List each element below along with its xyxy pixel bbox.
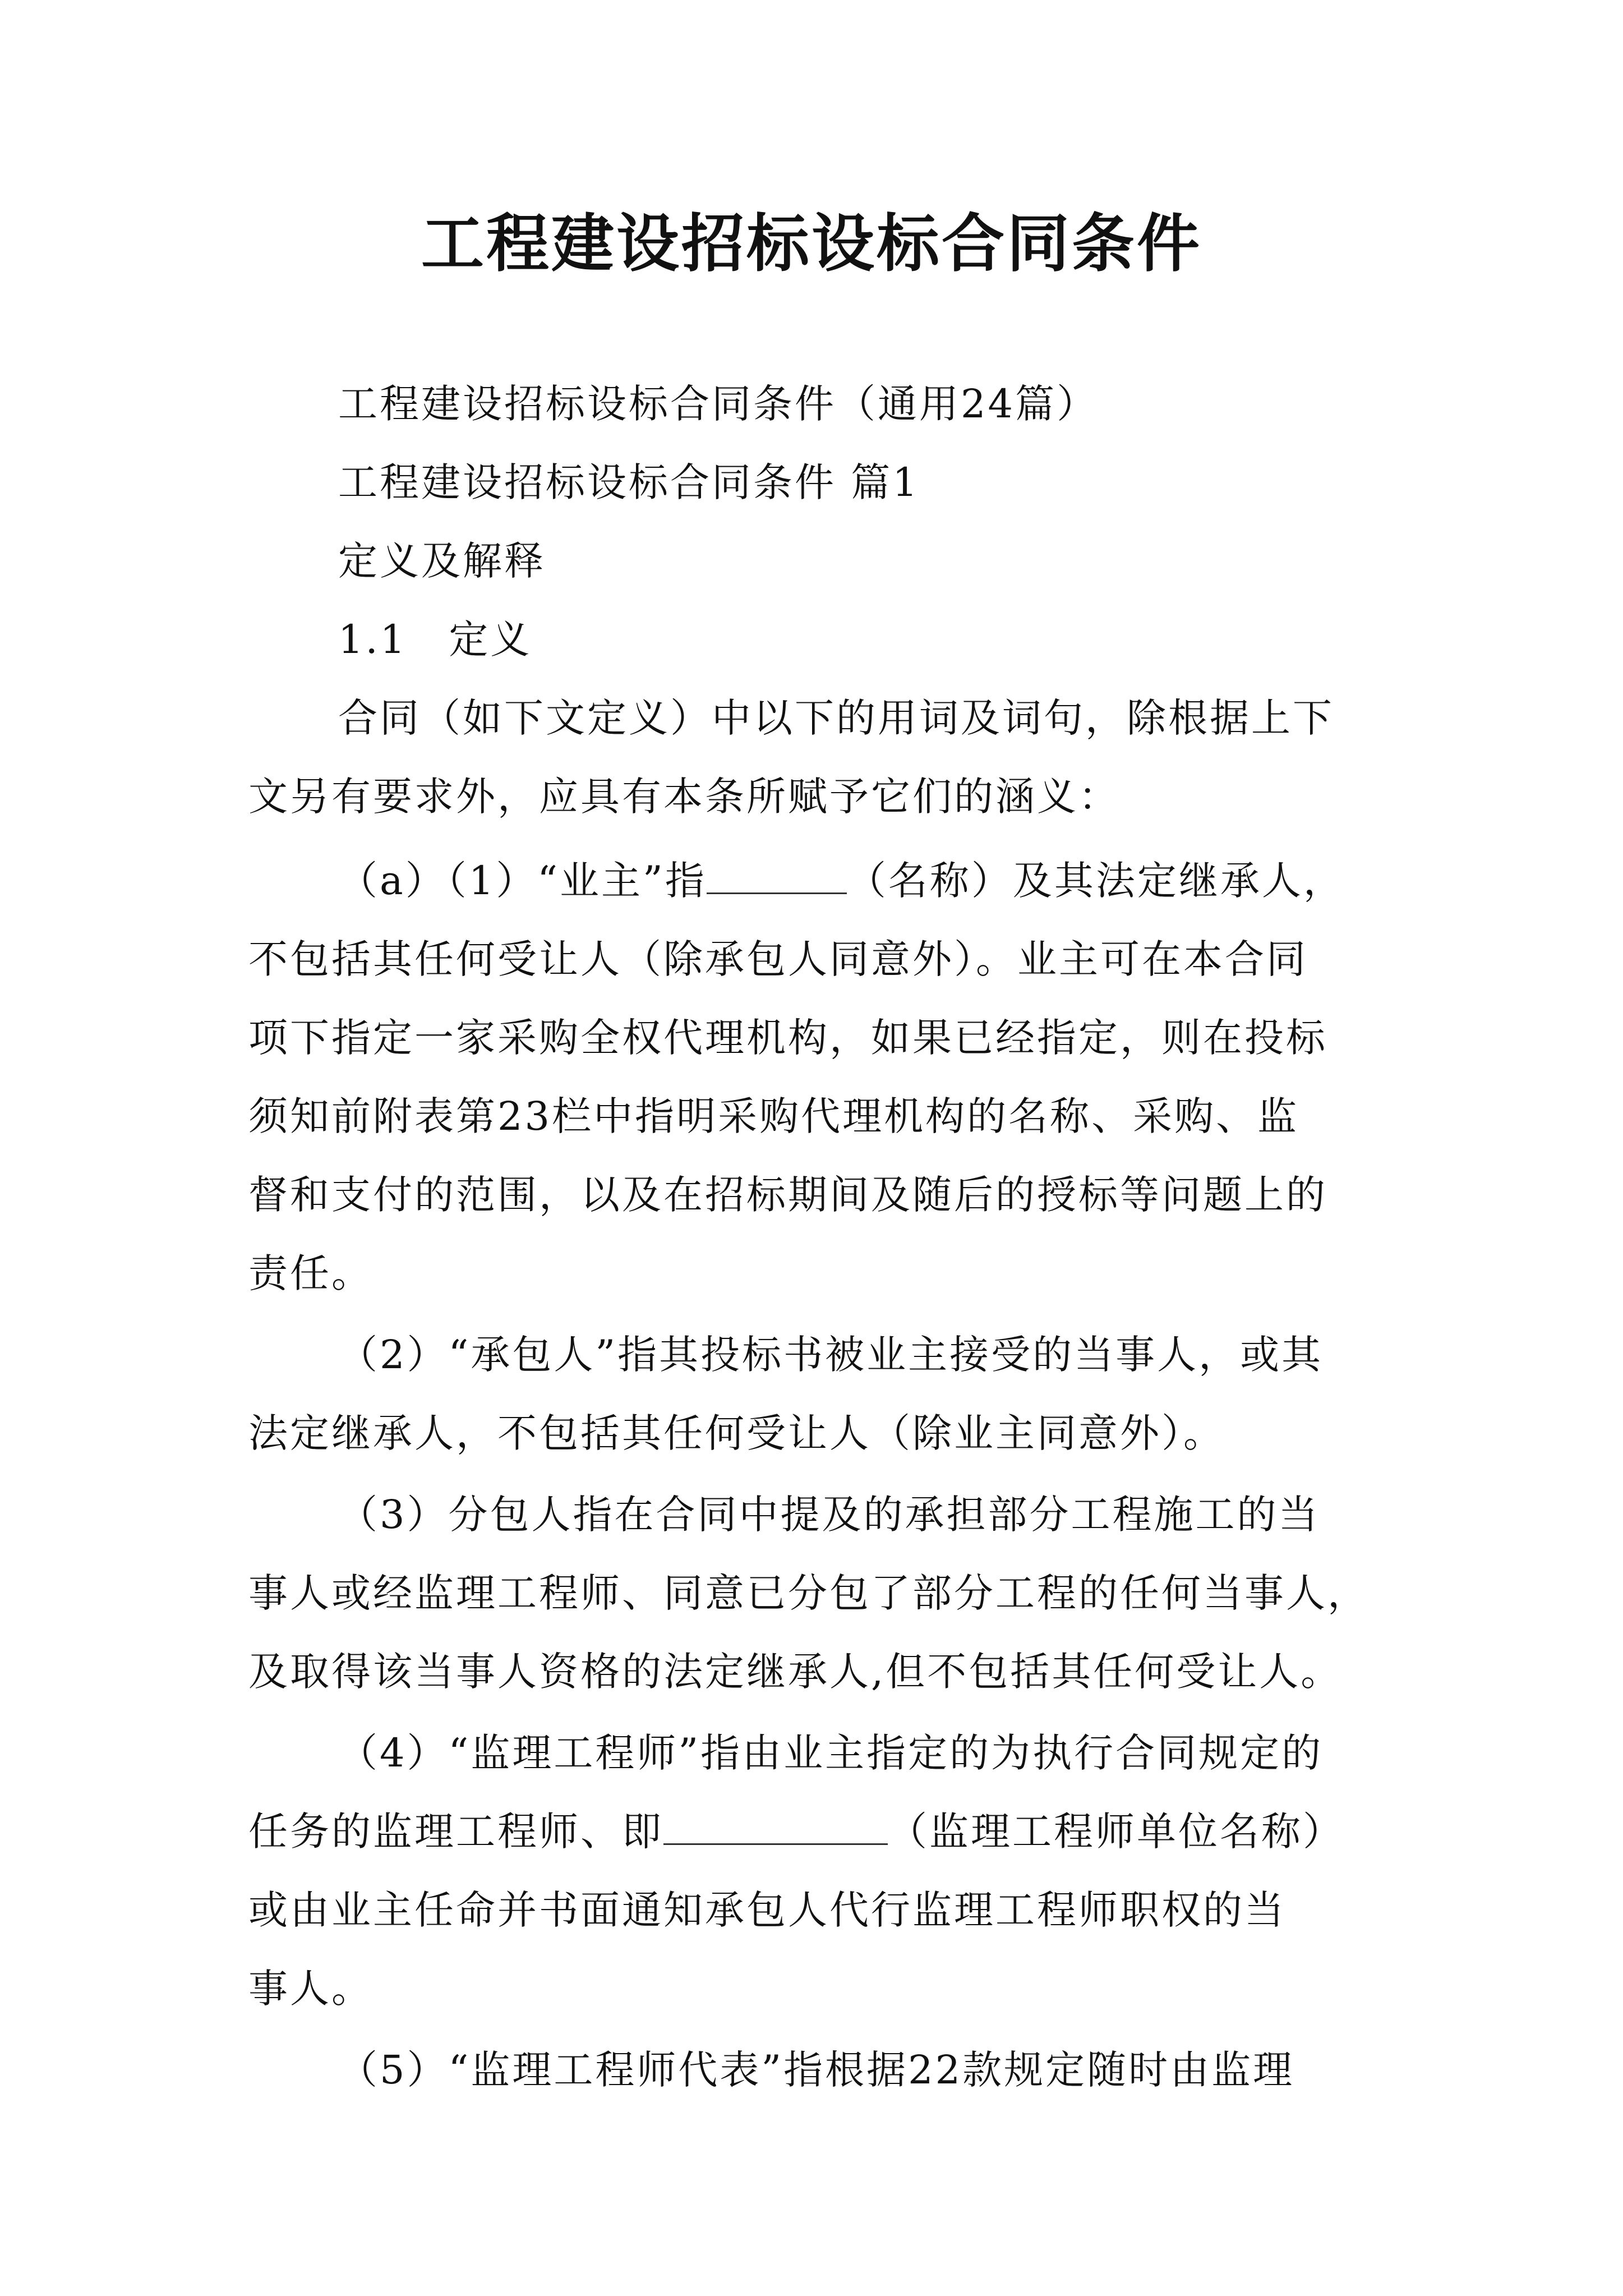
subsection-heading: 1.1 定义 bbox=[338, 616, 532, 662]
engineer-name-blank bbox=[663, 1804, 888, 1845]
item-4-line-1: （4）“监理工程师”指由业主指定的为执行合同规定的 bbox=[338, 1730, 1324, 1776]
item-a1-line-2: 不包括其任何受让人（除承包人同意外）。业主可在本合同 bbox=[248, 936, 1308, 982]
item-4-suffix: （监理工程师单位名称） bbox=[888, 1809, 1344, 1855]
intro-line-1: 合同（如下文定义）中以下的用词及词句，除根据上下 bbox=[338, 695, 1334, 741]
intro-line-2: 文另有要求外，应具有本条所赋予它们的涵义： bbox=[248, 774, 1120, 820]
item-a1-line-3: 项下指定一家采购全权代理机构，如果已经指定，则在投标 bbox=[248, 1015, 1327, 1061]
item-2-line-1: （2）“承包人”指其投标书被业主接受的当事人，或其 bbox=[338, 1332, 1324, 1378]
item-3-line-1: （3）分包人指在合同中提及的承担部分工程施工的当 bbox=[338, 1492, 1320, 1538]
item-a1-line-4: 须知前附表第23栏中指明采购代理机构的名称、采购、监 bbox=[248, 1093, 1299, 1139]
item-5-line-1: （5）“监理工程师代表”指根据22款规定随时由监理 bbox=[338, 2047, 1295, 2093]
item-3-line-3: 及取得该当事人资格的法定继承人,但不包括其任何受让人。 bbox=[248, 1649, 1343, 1695]
item-a1-prefix: （a）（1）“业主”指 bbox=[338, 858, 707, 904]
item-4-line-4: 事人。 bbox=[248, 1966, 373, 2012]
section-heading: 定义及解释 bbox=[338, 538, 546, 584]
item-a1-first-line bbox=[338, 853, 1345, 909]
item-4-line-3: 或由业主任命并书面通知承包人代行监理工程师职权的当 bbox=[248, 1887, 1286, 1933]
document-subtitle: 工程建设招标设标合同条件（通用24篇） bbox=[338, 381, 1099, 427]
item-a1-line-5: 督和支付的范围，以及在招标期间及随后的授标等问题上的 bbox=[248, 1172, 1327, 1218]
item-4-line-2 bbox=[248, 1803, 1344, 1860]
owner-name-blank bbox=[707, 853, 847, 894]
item-a1-suffix: （名称）及其法定继承人， bbox=[846, 858, 1345, 904]
chapter-heading: 工程建设招标设标合同条件 篇1 bbox=[338, 459, 920, 505]
item-3-line-2: 事人或经监理工程师、同意已分包了部分工程的任何当事人， bbox=[248, 1570, 1369, 1616]
document-title: 工程建设招标设标合同条件 bbox=[421, 207, 1202, 280]
item-4-prefix: 任务的监理工程师、即 bbox=[248, 1809, 663, 1855]
item-a1-line-6: 责任。 bbox=[248, 1250, 373, 1296]
item-2-line-2: 法定继承人，不包括其任何受让人（除业主同意外）。 bbox=[248, 1410, 1225, 1456]
